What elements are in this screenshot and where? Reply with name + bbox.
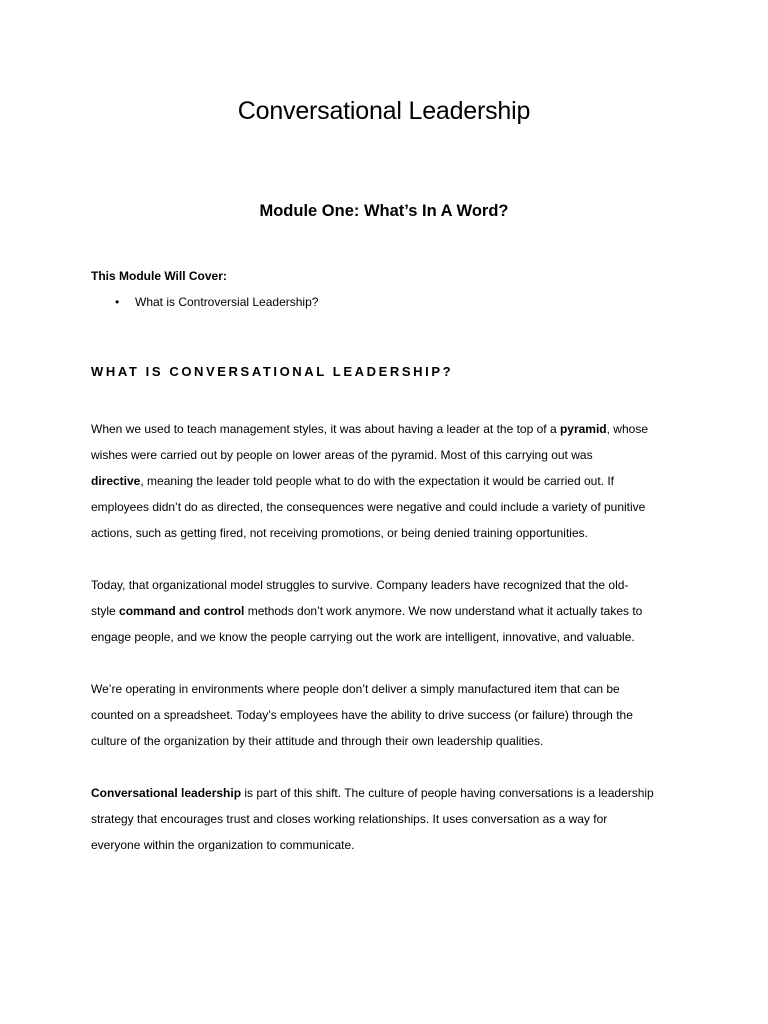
text-run: methods don’t work anymore. We now understand what it actually takes to — [244, 604, 643, 618]
paragraph-1 — [91, 416, 691, 546]
module-title: Module One: What’s In A Word? — [259, 202, 509, 220]
cover-list — [91, 294, 318, 310]
section-heading: WHAT IS CONVERSATIONAL LEADERSHIP? — [91, 364, 454, 379]
cover-heading: This Module Will Cover: — [91, 269, 227, 283]
text-run: style — [91, 604, 120, 618]
paragraph-2 — [91, 572, 691, 650]
paragraph-line: Today, that organizational model struggles to survive. Company leaders have recognized that the old- — [91, 578, 629, 592]
paragraph-line: counted on a spreadsheet. Today’s employees have the ability to drive success (or failure) through the — [91, 708, 633, 722]
document-title: Conversational Leadership — [237, 97, 531, 125]
text-run: , whose — [606, 422, 648, 436]
paragraph-line: actions, such as getting fired, not receiving promotions, or being denied training opportunities. — [91, 526, 588, 540]
paragraph-line: culture of the organization by their attitude and through their own leadership qualities. — [91, 734, 544, 748]
paragraph-line: engage people, and we know the people carrying out the work are intelligent, innovative, and valuable. — [91, 630, 635, 644]
text-run: is part of this shift. The culture of people having conversations is a leadership — [241, 786, 654, 800]
text-run: , meaning the leader told people what to do with the expectation it would be carried out. If — [140, 474, 614, 488]
paragraph-line: wishes were carried out by people on lower areas of the pyramid. Most of this carrying out was — [91, 448, 593, 462]
bold-term: directive — [91, 474, 141, 488]
bullet-icon: • — [115, 295, 120, 309]
paragraph-line: everyone within the organization to communicate. — [91, 838, 355, 852]
paragraph-line: employees didn’t do as directed, the consequences were negative and could include a variety of punitive — [91, 500, 646, 514]
bold-term: command and control — [119, 604, 245, 618]
paragraph-line: strategy that encourages trust and closes working relationships. It uses conversation as a way for — [91, 812, 608, 826]
bold-term: pyramid — [559, 422, 607, 436]
list-item-text: What is Controversial Leadership? — [135, 295, 319, 309]
list-item — [91, 294, 318, 310]
text-run: When we used to teach management styles, it was about having a leader at the top of a — [91, 422, 560, 436]
paragraph-4 — [91, 780, 691, 858]
paragraph-line — [91, 598, 691, 624]
paragraph-3 — [91, 676, 691, 754]
paragraph-line — [91, 416, 691, 442]
paragraph-line — [91, 780, 691, 806]
paragraph-line: We’re operating in environments where people don’t deliver a simply manufactured item that can be — [91, 682, 620, 696]
paragraph-line — [91, 468, 691, 494]
bold-term: Conversational leadership — [91, 786, 242, 800]
